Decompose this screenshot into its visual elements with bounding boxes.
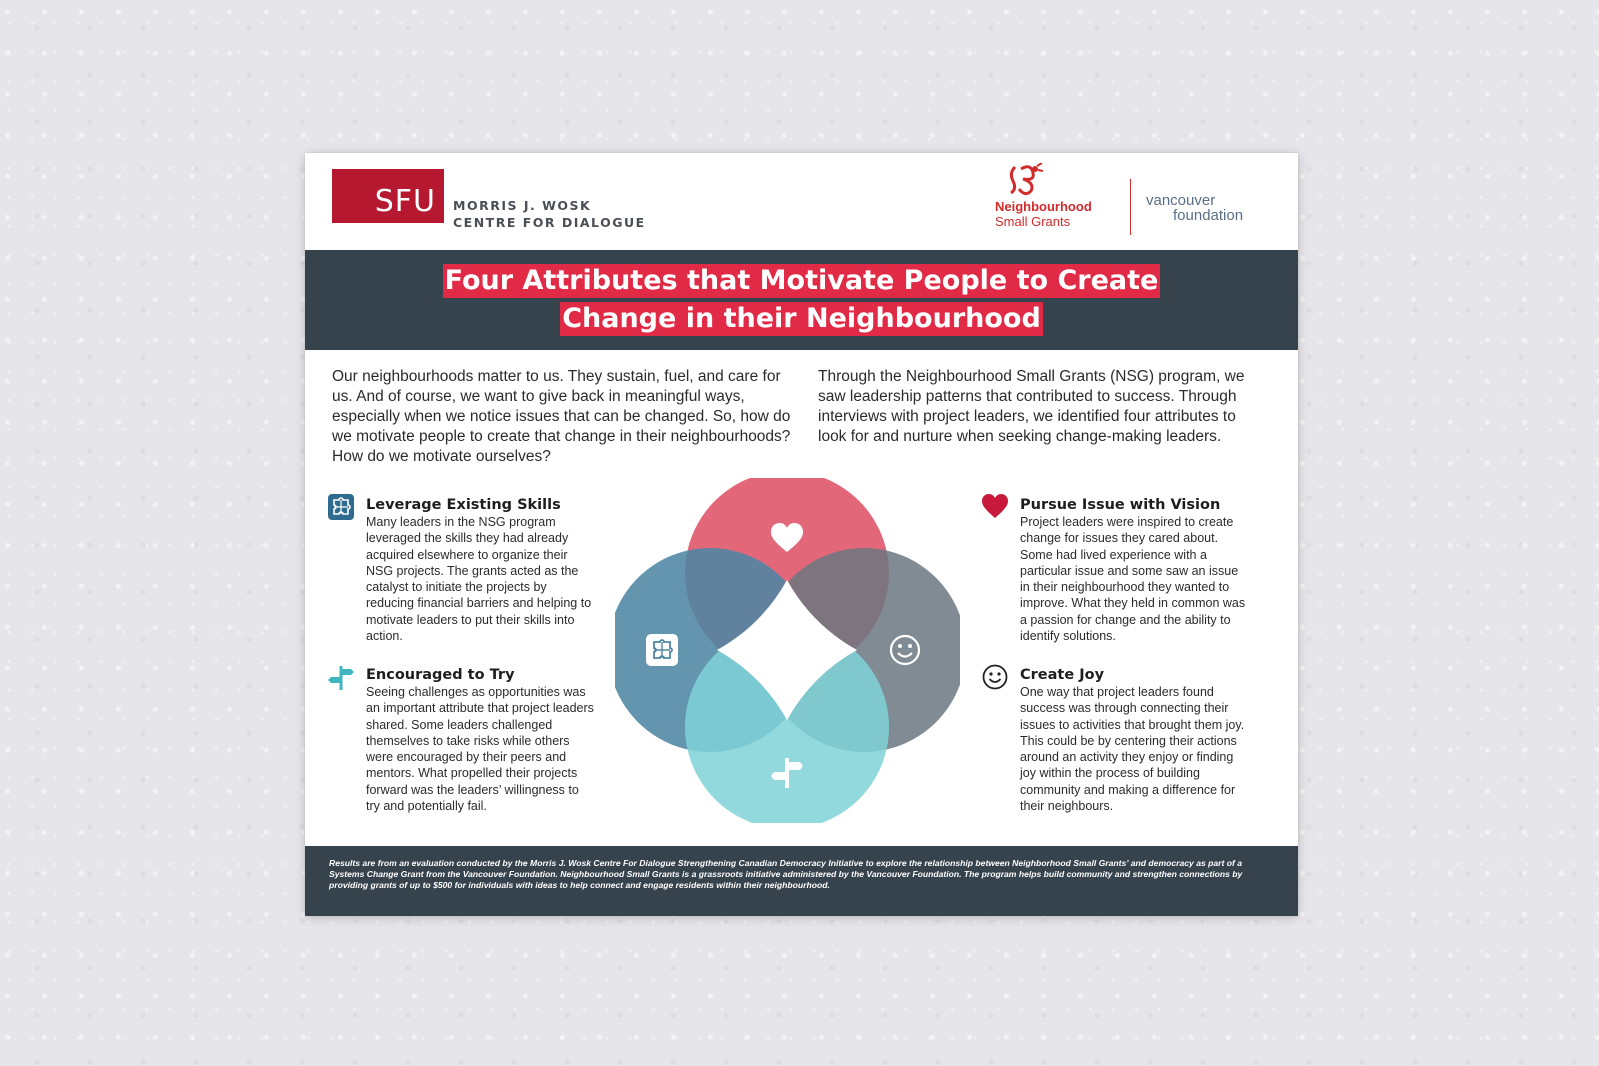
attribute-title: Pursue Issue with Vision: [1020, 497, 1221, 513]
attribute-encouraged-try: [366, 666, 596, 814]
sfu-logo-text: SFU: [374, 184, 436, 219]
attribute-body: One way that project leaders found success was through connecting their issues to activities that brought them joy. This could be by centering their actions around an activity they enjoy or finding joy within the process of building community and making a difference for their neighbours.: [1020, 685, 1245, 814]
smiley-icon: [982, 664, 1008, 690]
venn-diagram: [615, 478, 960, 823]
puzzle-icon: [328, 494, 354, 520]
vancouver-foundation-logo: [1146, 193, 1243, 223]
footer-note: Results are from an evaluation conducted by the Morris J. Wosk Centre For Dialogue Strengthening Canadian Democracy Initiative to explore the relationship between Neighborhood Small Grants’ and democracy as part of a Systems Change Grant from the Vancouver Foundation. Neighbourhood Small Grants is a grassroots initiative administered by the Vancouver Foundation. The program helps build community and strengthen connections by providing grants of up to $500 for individuals with ideas to help connect and engage residents within their neighbourhood.: [305, 846, 1298, 916]
title-line2: Change in their Neighbourhood: [562, 303, 1041, 334]
attribute-body: Many leaders in the NSG program leveraged the skills they had already acquired elsewhere to organize their NSG projects. The grants acted as the catalyst to initiate the projects by reducing financial barriers and helping to motivate leaders to put their skills into action.: [366, 515, 592, 644]
heart-icon: [982, 494, 1008, 520]
title-line1: Four Attributes that Motivate People to Create: [444, 265, 1159, 296]
intro-left: Our neighbourhoods matter to us. They sustain, fuel, and care for us. And of course, we want to give back in meaningful ways, especially when we notice issues that can be changed. So, how do we motivate people to create that change in their neighbourhoods? How do we motivate ourselves?: [332, 368, 791, 465]
venn-puzzle-icon: [646, 634, 678, 666]
attribute-create-joy: [1020, 666, 1250, 814]
centre-name: [453, 197, 646, 231]
attribute-body: Seeing challenges as opportunities was an important attribute that project leaders shared. Some leaders challenged themselves to take risks while others were encouraged by their peers and mentors. What propelled their projects forward was the leaders’ willingness to try and potentially fail.: [366, 685, 594, 814]
attribute-pursue-vision: [1020, 496, 1250, 644]
attribute-body: Project leaders were inspired to create change for issues they cared about. Some had lived experience with a particular issue and some saw an issue in their neighbourhood they wanted to improve. What they held in common was a passion for change and the ability to identify solutions.: [1020, 515, 1246, 644]
title-banner: [305, 250, 1298, 350]
attribute-title: Leverage Existing Skills: [366, 497, 561, 513]
vf-line2: foundation: [1173, 207, 1244, 224]
nsg-line2: Small Grants: [995, 214, 1071, 229]
nsg-logo: [995, 163, 1125, 235]
nsg-mark-icon: [1005, 163, 1045, 197]
vf-line1: vancouver: [1146, 192, 1216, 209]
nsg-line1: Neighbourhood: [995, 199, 1092, 214]
sfu-logo: [332, 169, 444, 223]
attribute-title: Create Joy: [1020, 667, 1105, 683]
signpost-icon: [328, 664, 354, 690]
intro-right: Through the Neighbourhood Small Grants (NSG) program, we saw leadership patterns that contributed to success. Through interviews with project leaders, we identified four attributes to look for and nurture when seeking change-making leaders.: [818, 368, 1245, 445]
centre-name-line1: MORRIS J. WOSK: [453, 198, 592, 213]
attribute-leverage-skills: [366, 496, 596, 644]
centre-name-line2: CENTRE FOR DIALOGUE: [453, 215, 646, 230]
nsg-wordmark: [995, 199, 1092, 229]
logo-divider: [1130, 179, 1131, 235]
attribute-title: Encouraged to Try: [366, 667, 515, 683]
infographic-sheet: [305, 153, 1298, 916]
